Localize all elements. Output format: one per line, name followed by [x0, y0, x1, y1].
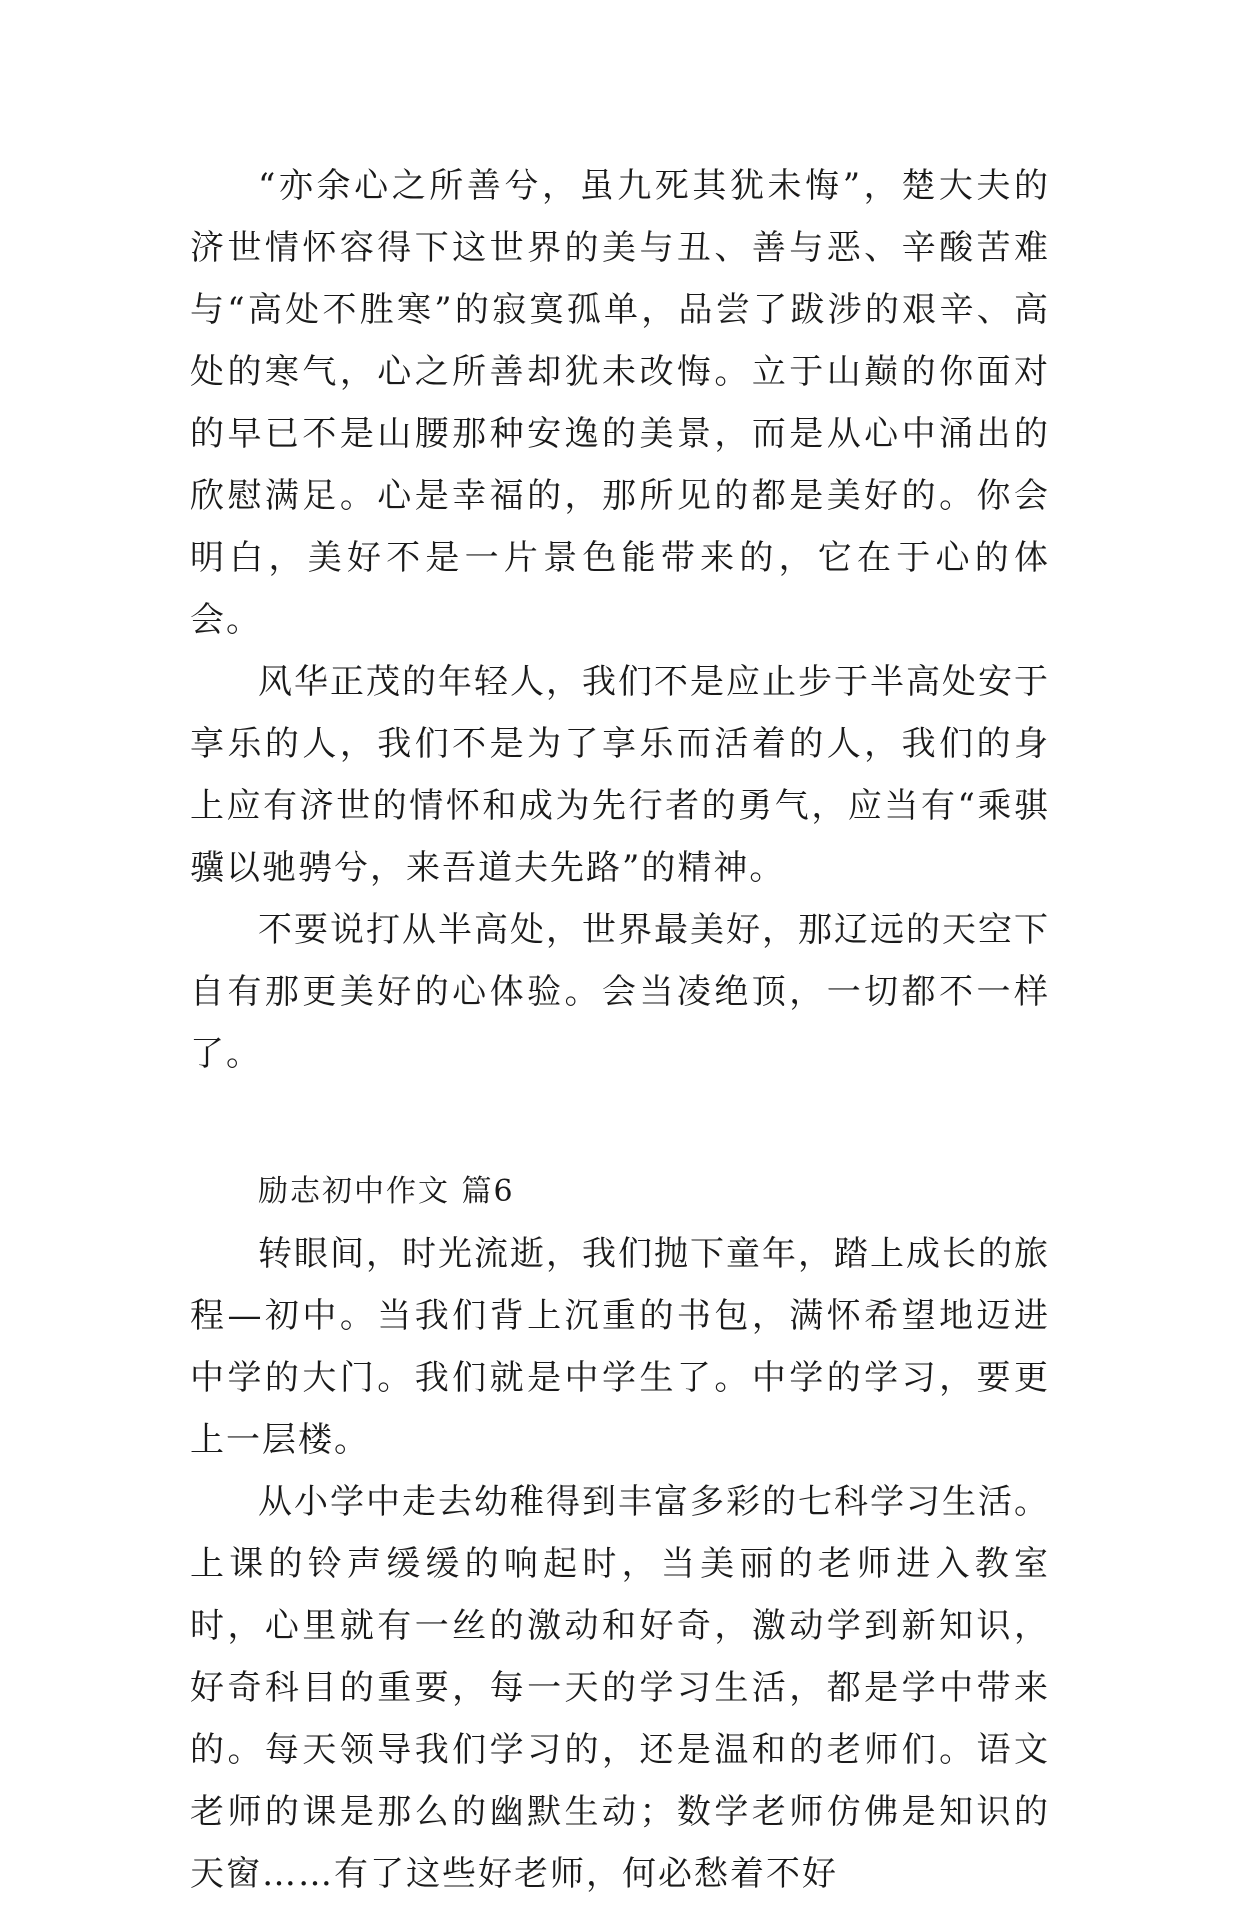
section-spacer — [190, 1085, 1050, 1161]
paragraph: 风华正茂的年轻人，我们不是应止步于半高处安于享乐的人，我们不是为了享乐而活着的人，我们的身上应有济世的情怀和成为先行者的勇气，应当有“乘骐骥以驰骋兮，来吾道夫先路”的精神。 — [190, 662, 1050, 888]
paragraph: “亦余心之所善兮，虽九死其犹未悔”，楚大夫的济世情怀容得下这世界的美与丑、善与恶、辛酸苦难与“高处不胜寒”的寂寞孤单，品尝了跋涉的艰辛、高处的寒气，心之所善却犹未改悔。立于山巅的你面对的早已不是山腰那种安逸的美景，而是从心中涌出的欣慰满足。心是幸福的，那所见的都是美好的。你会明白，美好不是一片景色能带来的，它在于心的体会。 — [190, 166, 1050, 640]
paragraph: 不要说打从半高处，世界最美好，那辽远的天空下自有那更美好的心体验。会当凌绝顶，一切都不一样了。 — [190, 910, 1050, 1074]
document-page — [190, 155, 1050, 1905]
paragraph: 从小学中走去幼稚得到丰富多彩的七科学习生活。上课的铃声缓缓的响起时，当美丽的老师进入教室时，心里就有一丝的激动和好奇，激动学到新知识，好奇科目的重要，每一天的学习生活，都是学中带来的。每天领导我们学习的，还是温和的老师们。语文老师的课是那么的幽默生动；数学老师仿佛是知识的天窗……有了这些好老师，何必愁着不好 — [190, 1482, 1050, 1894]
paragraph: 转眼间，时光流逝，我们抛下童年，踏上成长的旅程—初中。当我们背上沉重的书包，满怀希望地迈进中学的大门。我们就是中学生了。中学的学习，要更上一层楼。 — [190, 1234, 1050, 1460]
section-heading: 励志初中作文 篇6 — [258, 1174, 515, 1209]
